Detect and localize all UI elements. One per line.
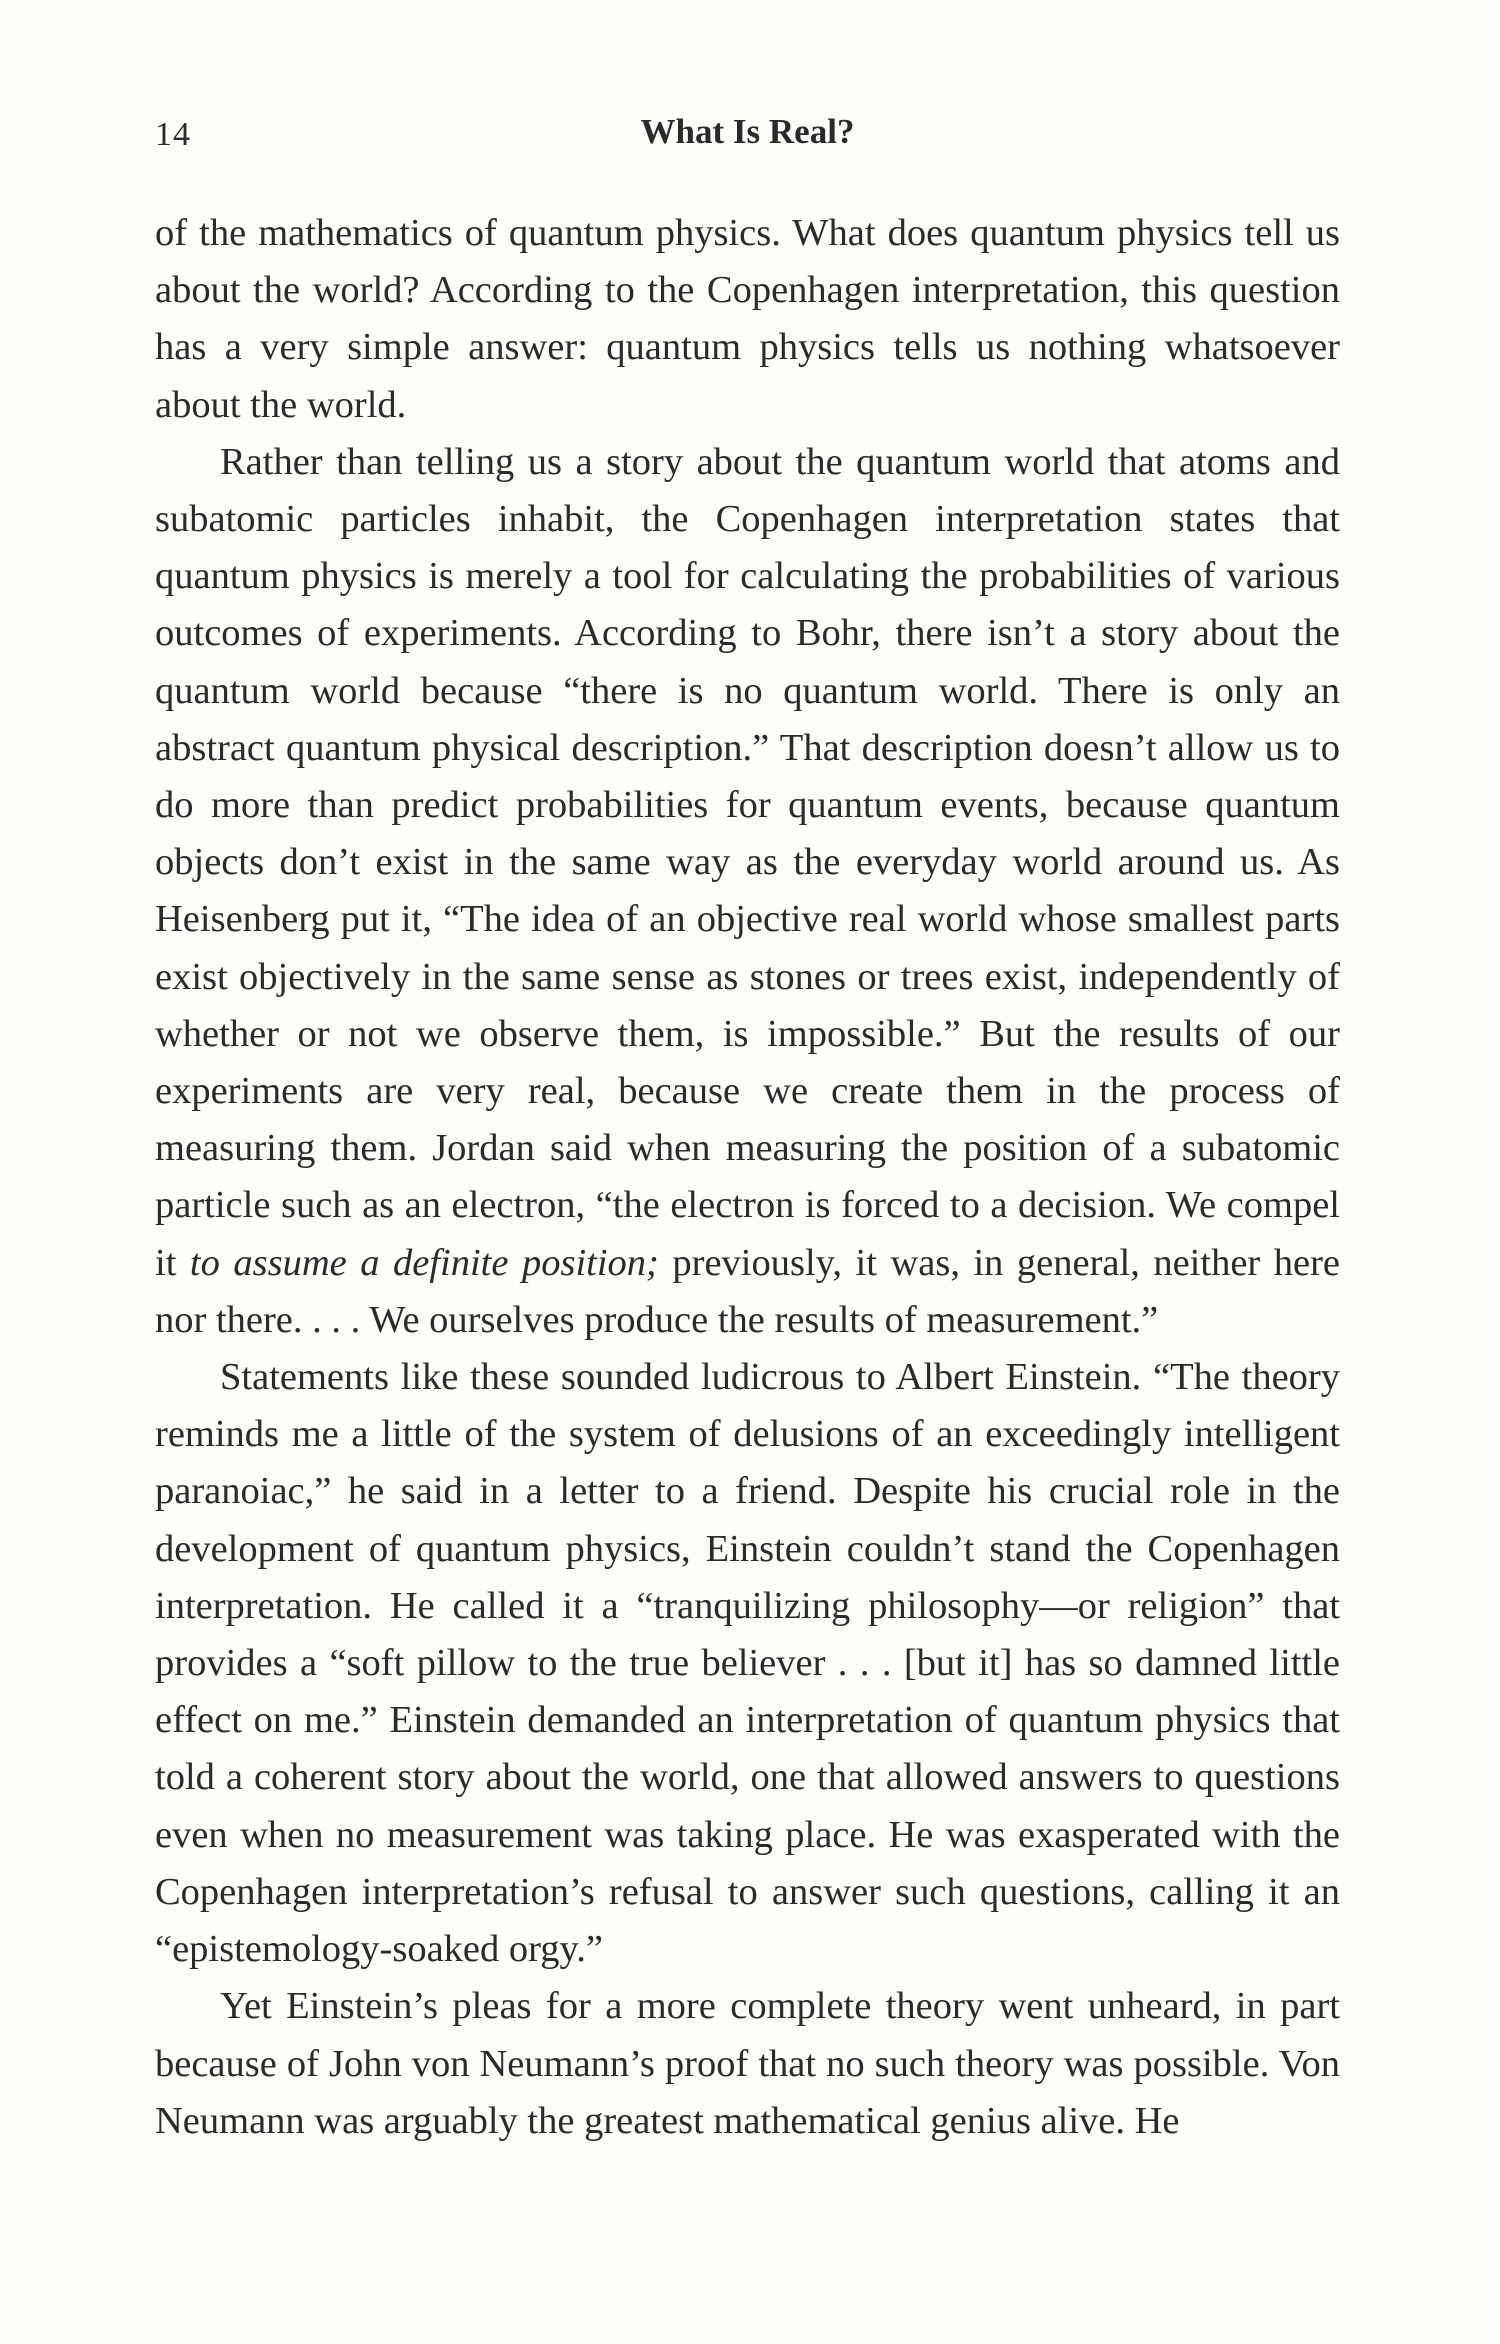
running-head xyxy=(155,108,1340,168)
body-text xyxy=(155,205,1340,2150)
paragraph-2-emphasis: to assume a definite position; xyxy=(189,1241,659,1284)
paragraph-2 xyxy=(155,434,1340,1349)
paragraph-4: Yet Einstein’s pleas for a more complete theory went unheard, in part because of John von Neumann’s proof that no such theory was possible. Von Neumann was arguably the greatest mathematical genius alive. He xyxy=(155,1985,1340,2142)
paragraph-2-continuation: previously, it was, in general, neither here nor there. . . . We ourselves produce the results of measurement.” xyxy=(155,1241,1340,1341)
paragraph-2-text: Rather than telling us a story about the quantum world that atoms and subatomic particles inhabit, the Copenhagen interpretation states that quantum physics is merely a tool for calculating the probabilities of various outcomes of experiments. According to Bohr, there isn’t a story about the quantum world because “there is no quantum world. There is only an abstract quantum physical description.” That description doesn’t allow us to do more than predict probabilities for quantum events, because quantum objects don’t exist in the same way as the everyday world around us. As Heisenberg put it, “The idea of an objective real world whose smallest parts exist objectively in the same sense as stones or trees exist, independently of whether or not we observe them, is impossible.” But the results of our experiments are very real, because we create them in the process of measuring them. Jordan said when measuring the position of a subatomic particle such as an electron, “the electron is forced to a decision. We compel it xyxy=(155,440,1340,1284)
paragraph-3: Statements like these sounded ludicrous to Albert Einstein. “The theory reminds me a little of the system of delusions of an exceedingly intelligent paranoiac,” he said in a letter to a friend. Despite his crucial role in the development of quantum physics, Einstein couldn’t stand the Copenhagen interpretation. He called it a “tranquilizing philosophy—or religion” that provides a “soft pillow to the true believer . . . [but it] has so damned little effect on me.” Einstein demanded an interpretation of quantum physics that told a coherent story about the world, one that allowed answers to questions even when no measurement was taking place. He was exasperated with the Copenhagen interpretation’s refusal to answer such questions, calling it an “epistemology-soaked orgy.” xyxy=(155,1356,1340,1971)
chapter-title: What Is Real? xyxy=(640,112,855,151)
page-number: 14 xyxy=(155,116,191,153)
paragraph-1: of the mathematics of quantum physics. What does quantum physics tell us about the world? According to the Copenhagen interpretation, this question has a very simple answer: quantum physics tells us nothing whatsoever about the world. xyxy=(155,212,1340,426)
